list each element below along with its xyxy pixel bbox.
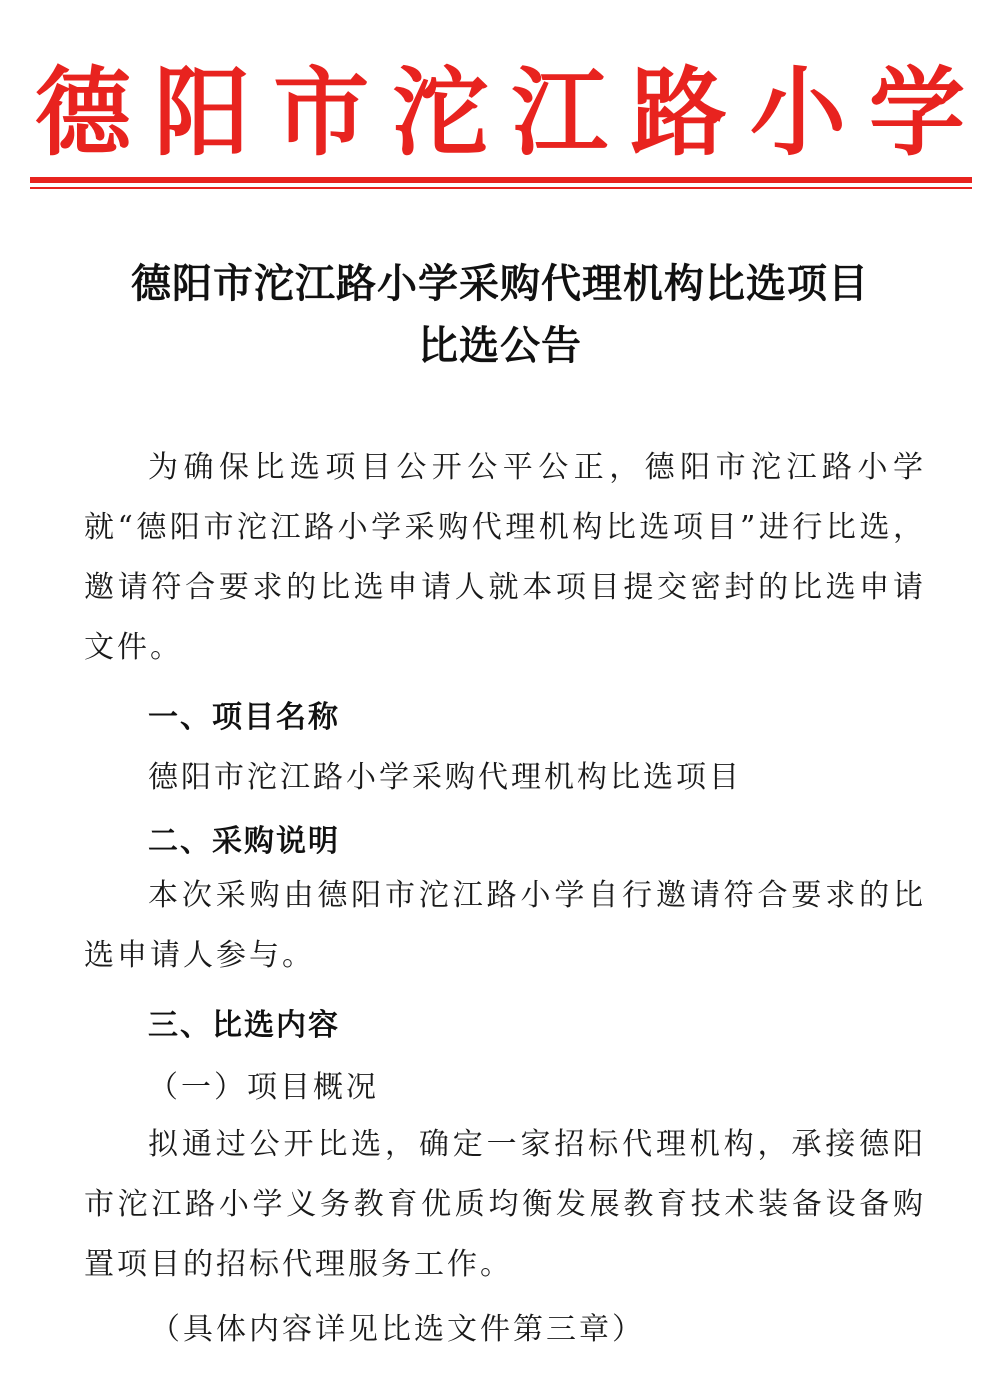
intro-paragraph: 为确保比选项目公开公平公正，德阳市沱江路小学就“德阳市沱江路小学采购代理机构比选项目”进行比选，邀请符合要求的比选申请人就本项目提交密封的比选申请文件。	[84, 450, 926, 665]
letterhead-char: 阳	[154, 56, 251, 169]
sub-heading-project-overview: （一）项目概况	[148, 1070, 379, 1105]
letterhead-school-name	[28, 58, 972, 168]
letterhead-char: 市	[273, 56, 370, 169]
section-heading-procurement-notes: 二、采购说明	[148, 824, 340, 859]
details-note: （具体内容详见比选文件第三章）	[150, 1312, 645, 1347]
letterhead-char: 沱	[392, 56, 489, 169]
project-overview-paragraph: 拟通过公开比选，确定一家招标代理机构，承接德阳市沱江路小学义务教育优质均衡发展教育技术装备设备购置项目的招标代理服务工作。	[84, 1127, 926, 1282]
document-title-line1: 德阳市沱江路小学采购代理机构比选项目	[131, 261, 869, 307]
letterhead-char: 德	[35, 56, 131, 169]
letterhead-char: 江	[511, 56, 608, 169]
letterhead-divider-thin	[30, 187, 972, 189]
section-heading-selection-content: 三、比选内容	[148, 1008, 340, 1043]
letterhead-char: 路	[630, 56, 727, 169]
section-heading-project-name: 一、项目名称	[148, 700, 340, 735]
letterhead-char: 学	[868, 56, 965, 169]
project-name-text: 德阳市沱江路小学采购代理机构比选项目	[148, 760, 742, 795]
procurement-notes-paragraph: 本次采购由德阳市沱江路小学自行邀请符合要求的比选申请人参与。	[84, 878, 926, 973]
letterhead-divider-thick	[30, 177, 972, 183]
letterhead-char: 小	[749, 56, 846, 169]
document-title-line2: 比选公告	[418, 323, 582, 369]
